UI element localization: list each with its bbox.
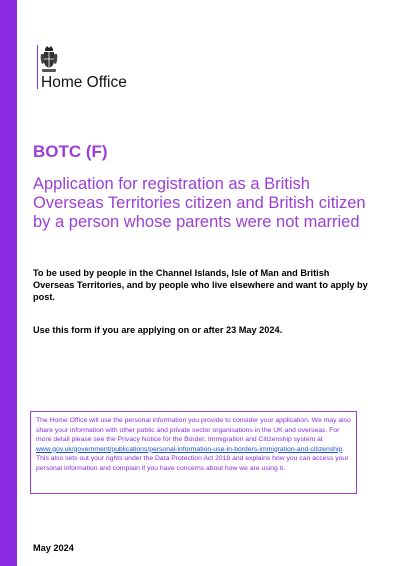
privacy-notice-link[interactable]: www.gov.uk/government/publications/personal-information-use-in-borders-immigration-and-citizenship — [36, 445, 343, 453]
date-note: Use this form if you are applying on or after 23 May 2024. — [33, 325, 283, 335]
privacy-notice-box — [30, 411, 357, 494]
org-name: Home Office — [41, 74, 127, 91]
form-code: BOTC (F) — [33, 142, 108, 161]
document-title: Application for registration as a British Overseas Territories citizen and British citizen by a person whose parents were not married — [33, 175, 366, 231]
privacy-text-before: The Home Office will use the personal information you provide to consider your application. We may also share your information with other public and private sector organisations in the UK and overseas. For more detail please see the Privacy Notice for the Border, Immigration and Citizenship system at — [36, 417, 351, 443]
left-accent-bar — [0, 0, 17, 566]
footer-date: May 2024 — [33, 543, 74, 553]
intro-text: To be used by people in the Channel Islands, Isle of Man and British Overseas Territories, and by people who live elsewhere and want to apply by post. — [33, 268, 368, 302]
privacy-text-after: . This also sets out your rights under the Data Protection Act 2018 and explains how you can access your personal information and complain if you have concerns about how we are using it. — [36, 445, 349, 472]
logo-rule — [37, 45, 38, 89]
royal-crest-icon — [40, 45, 58, 75]
